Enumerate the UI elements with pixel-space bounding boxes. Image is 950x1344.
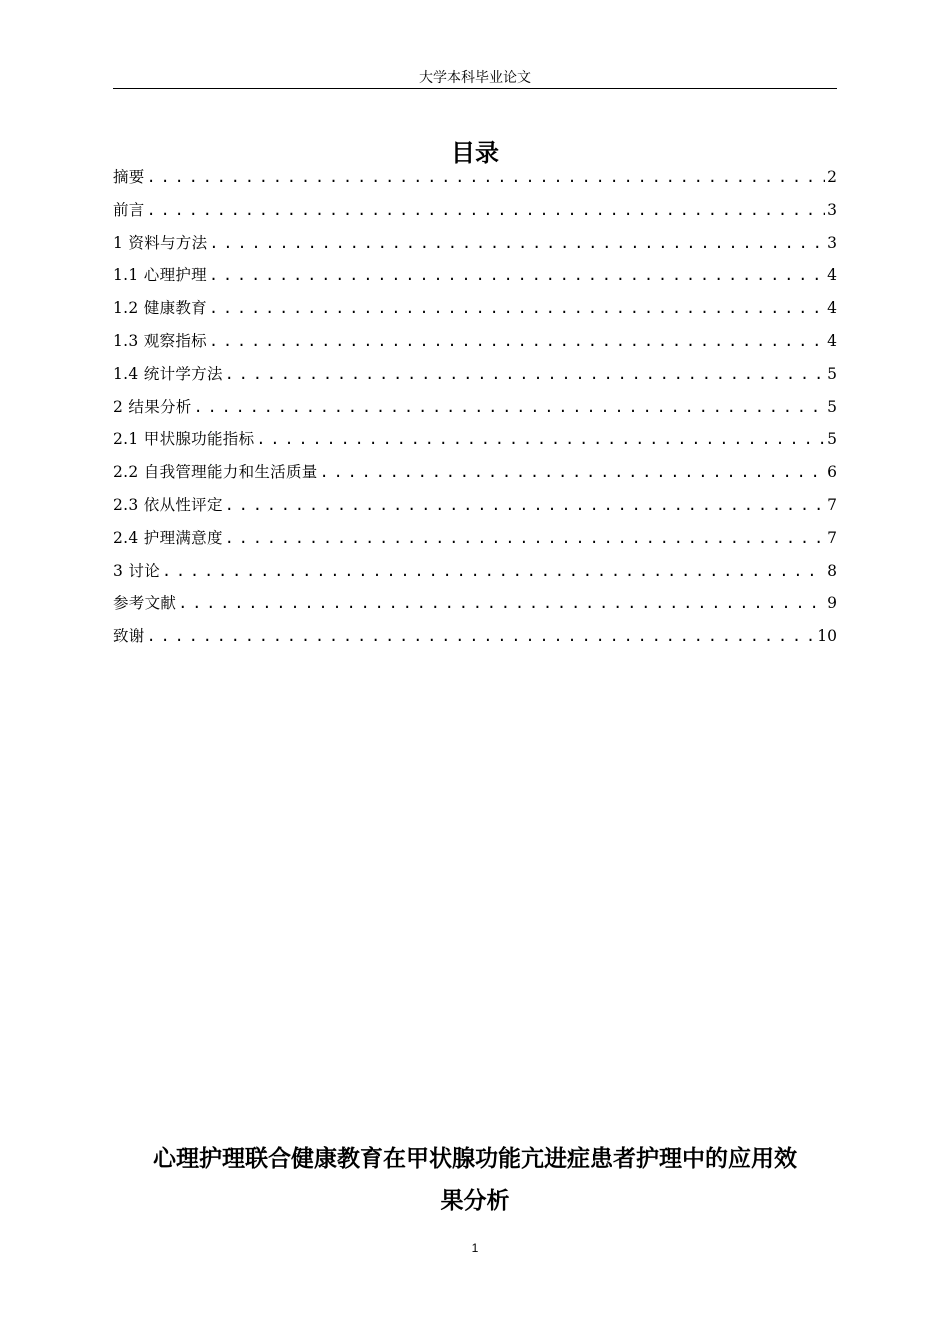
toc-entry-compliance[interactable] xyxy=(113,492,837,525)
paper-title-line-1: 心理护理联合健康教育在甲状腺功能亢进症患者护理中的应用效 xyxy=(153,1146,797,1172)
dot-leader xyxy=(209,262,825,288)
toc-entry-label: 2.4 护理满意度 xyxy=(113,528,223,547)
toc-entry-psychological-nursing[interactable] xyxy=(113,262,837,295)
toc-entry-page: 10 xyxy=(817,627,837,646)
toc-entry-label: 1.3 观察指标 xyxy=(113,331,207,350)
toc-entry-label: 2.2 自我管理能力和生活质量 xyxy=(113,463,318,482)
toc-entry-page: 4 xyxy=(827,266,837,285)
toc-entry-label: 2.1 甲状腺功能指标 xyxy=(113,430,255,449)
toc-entry-page: 7 xyxy=(827,495,837,514)
dot-leader xyxy=(194,394,826,420)
table-of-contents xyxy=(113,164,837,656)
toc-entry-page: 4 xyxy=(827,299,837,318)
dot-leader xyxy=(209,328,825,354)
dot-leader xyxy=(209,295,825,321)
dot-leader xyxy=(320,459,826,485)
toc-entry-page: 9 xyxy=(827,594,837,613)
toc-entry-page: 4 xyxy=(827,331,837,350)
toc-entry-self-management[interactable] xyxy=(113,459,837,492)
toc-entry-label: 1 资料与方法 xyxy=(113,233,208,252)
toc-entry-abstract[interactable] xyxy=(113,164,837,197)
toc-entry-references[interactable] xyxy=(113,590,837,623)
dot-leader xyxy=(147,623,816,649)
toc-entry-page: 5 xyxy=(827,430,837,449)
dot-leader xyxy=(147,197,826,223)
toc-entry-label: 2.3 依从性评定 xyxy=(113,495,223,514)
toc-entry-page: 2 xyxy=(827,168,837,186)
toc-entry-statistical-methods[interactable] xyxy=(113,361,837,394)
dot-leader xyxy=(225,492,825,518)
dot-leader xyxy=(178,590,825,616)
paper-title xyxy=(110,1138,840,1222)
toc-entry-label: 3 讨论 xyxy=(113,561,160,580)
toc-entry-label: 参考文献 xyxy=(113,594,177,613)
header-divider xyxy=(113,88,837,89)
dot-leader xyxy=(225,525,825,551)
toc-title: 目录 xyxy=(451,139,499,167)
toc-entry-page: 5 xyxy=(827,364,837,383)
toc-entry-page: 3 xyxy=(827,200,837,219)
toc-entry-label: 前言 xyxy=(113,200,145,219)
toc-entry-results[interactable] xyxy=(113,394,837,427)
dot-leader xyxy=(209,230,825,256)
toc-entry-label: 1.4 统计学方法 xyxy=(113,364,223,383)
page-number: 1 xyxy=(471,1241,479,1255)
toc-entry-label: 2 结果分析 xyxy=(113,397,192,416)
toc-entry-page: 6 xyxy=(827,463,837,482)
toc-entry-label: 1.2 健康教育 xyxy=(113,299,207,318)
page-header: 大学本科毕业论文 xyxy=(419,70,531,86)
toc-entry-acknowledgements[interactable] xyxy=(113,623,837,656)
toc-entry-thyroid-indicators[interactable] xyxy=(113,426,837,459)
toc-entry-observation-indicators[interactable] xyxy=(113,328,837,361)
toc-entry-page: 7 xyxy=(827,528,837,547)
toc-entry-page: 8 xyxy=(827,561,837,580)
dot-leader xyxy=(162,558,825,584)
toc-entry-health-education[interactable] xyxy=(113,295,837,328)
toc-entry-page: 3 xyxy=(827,233,837,252)
dot-leader xyxy=(256,426,825,452)
toc-entry-preface[interactable] xyxy=(113,197,837,230)
toc-entry-discussion[interactable] xyxy=(113,558,837,591)
toc-entry-materials-methods[interactable] xyxy=(113,230,837,263)
toc-entry-label: 致谢 xyxy=(113,627,145,646)
dot-leader xyxy=(225,361,825,387)
toc-entry-label: 1.1 心理护理 xyxy=(113,266,207,285)
toc-entry-label: 摘要 xyxy=(113,168,145,186)
paper-title-line-2: 果分析 xyxy=(440,1188,510,1214)
dot-leader xyxy=(147,164,826,190)
toc-entry-satisfaction[interactable] xyxy=(113,525,837,558)
toc-entry-page: 5 xyxy=(827,397,837,416)
